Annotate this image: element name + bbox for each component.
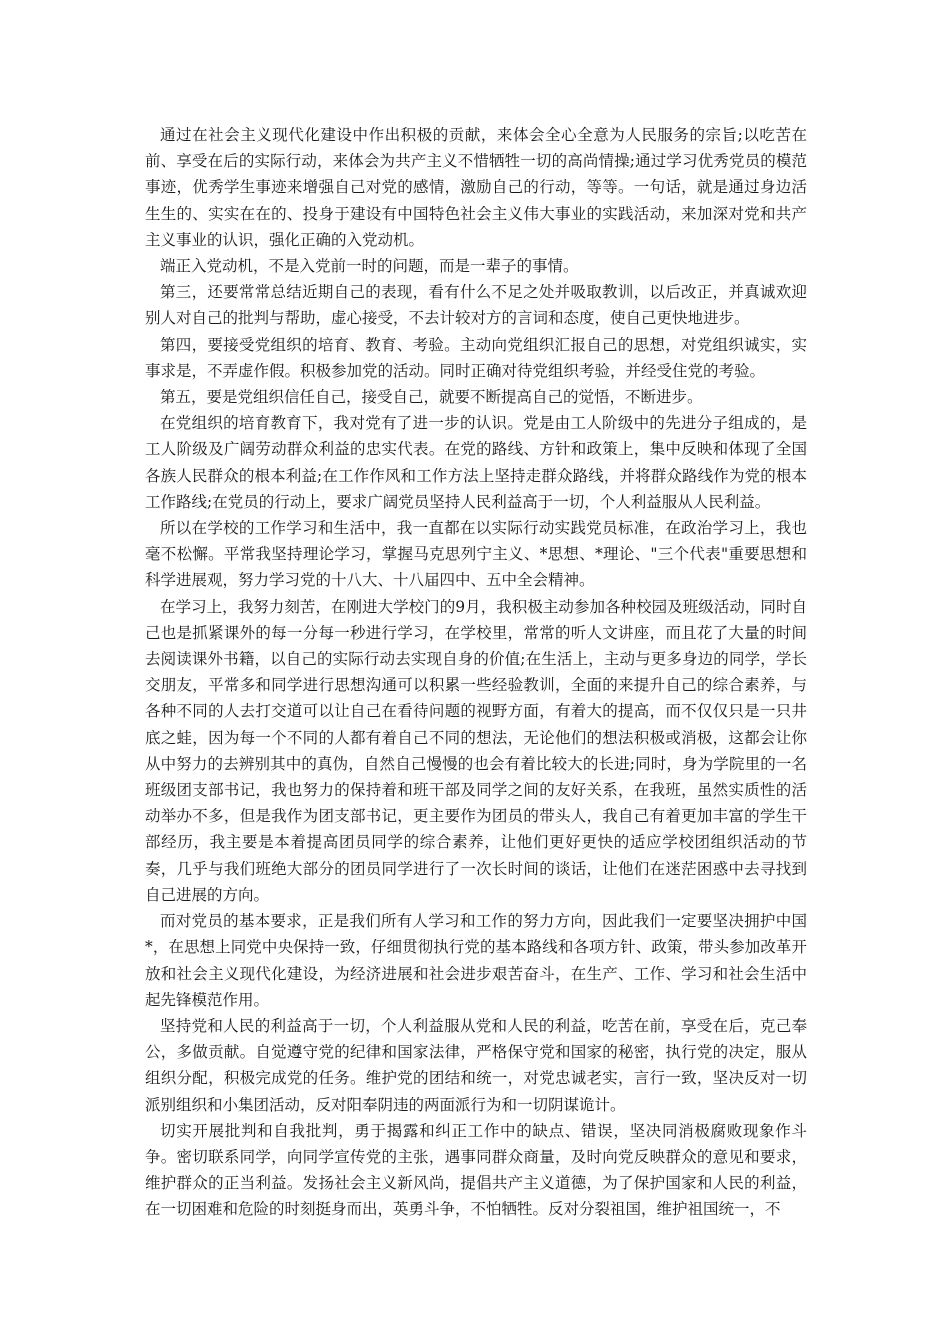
- paragraph-4: 第四，要接受党组织的培育、教育、考验。主动向党组织汇报自己的思想，对党组织诚实，实事求是，不弄虚作假。积极参加党的活动。同时正确对待党组织考验，并经受住党的考验。: [145, 335, 807, 380]
- paragraph-11: 切实开展批判和自我批判，勇于揭露和纠正工作中的缺点、错误，坚决同消极腐败现象作斗争。密切联系同学，向同学宣传党的主张，遇事同群众商量，及时向党反映群众的意见和要求，维护群众的正当利益。发扬社会主义新风尚，提倡共产主义道德，为了保护国家和人民的利益，在一切困难和危险的时刻挺身而出，英勇斗争，不怕牺牲。反对分裂祖国，维护祖国统一，不: [145, 1121, 807, 1219]
- paragraph-10: 坚持党和人民的利益高于一切，个人利益服从党和人民的利益，吃苦在前，享受在后，克己奉公，多做贡献。自觉遵守党的纪律和国家法律，严格保守党和国家的秘密，执行党的决定，服从组织分配，积极完成党的任务。维护党的团结和统一，对党忠诚老实，言行一致，坚决反对一切派别组织和小集团活动，反对阳奉阴违的两面派行为和一切阴谋诡计。: [145, 1016, 807, 1114]
- paragraph-8: 在学习上，我努力刻苦，在刚进大学校门的9月，我积极主动参加各种校园及班级活动，同时自己也是抓紧课外的每一分每一秒进行学习，在学校里，常常的听人文讲座，而且花了大量的时间去阅读课外书籍，以自己的实际行动去实现自身的价值;在生活上，主动与更多身边的同学，学长交朋友，平常多和同学进行思想沟通可以积累一些经验教训，全面的来提升自己的综合素养，与各种不同的人去打交道可以让自己在看待问题的视野方面，有着大的提高，而不仅仅只是一只井底之蛙，因为每一个不同的人都有着自己不同的想法，无论他们的想法积极或消极，这都会让你从中努力的去辨别其中的真伪，自然自己慢慢的也会有着比较大的长进;同时，身为学院里的一名班级团支部书记，我也努力的保持着和班干部及同学之间的友好关系，在我班，虽然实质性的活动举办不多，但是我作为团支部书记，更主要作为团员的带头人，我自己有着更加丰富的学生干部经历，我主要是本着提高团员同学的综合素养，让他们更好更快的适应学校团组织活动的节奏，几乎与我们班绝大部分的团员同学进行了一次长时间的谈话，让他们在迷茫困惑中去寻找到自己进展的方向。: [145, 597, 807, 904]
- paragraph-6: 在党组织的培育教育下，我对党有了进一步的认识。党是由工人阶级中的先进分子组成的，是工人阶级及广阔劳动群众利益的忠实代表。在党的路线、方针和政策上，集中反映和体现了全国各族人民群众的根本利益;在工作作风和工作方法上坚持走群众路线，并将群众路线作为党的根本工作路线;在党员的行动上，要求广阔党员坚持人民利益高于一切，个人利益服从人民利益。: [145, 414, 807, 511]
- paragraph-5: 第五，要是党组织信任自己，接受自己，就要不断提高自己的觉悟，不断进步。: [160, 388, 703, 407]
- paragraph-2: 端正入党动机，不是入党前一时的问题，而是一辈子的事情。: [160, 257, 579, 276]
- paragraph-7: 所以在学校的工作学习和生活中，我一直都在以实际行动实践党员标准，在政治学习上，我也毫不松懈。平常我坚持理论学习，掌握马克思列宁主义、*思想、*理论、"三个代表"重要思想和科学进展观，努力学习党的十八大、十八届四中、五中全会精神。: [145, 519, 807, 590]
- document-body: [145, 122, 807, 1223]
- paragraph-1: 通过在社会主义现代化建设中作出积极的贡献，来体会全心全意为人民服务的宗旨;以吃苦在前、享受在后的实际行动，来体会为共产主义不惜牺牲一切的高尚情操;通过学习优秀党员的模范事迹，优秀学生事迹来增强自己对党的感情，激励自己的行动，等等。一句话，就是通过身边活生生的、实实在在的、投身于建设有中国特色社会主义伟大事业的实践活动，来加深对党和共产主义事业的认识，强化正确的入党动机。: [145, 126, 807, 249]
- paragraph-3: 第三，还要常常总结近期自己的表现，看有什么不足之处并吸取教训，以后改正，并真诚欢迎别人对自己的批判与帮助，虚心接受，不去计较对方的言词和态度，使自己更快地进步。: [145, 283, 807, 328]
- paragraph-9: 而对党员的基本要求，正是我们所有人学习和工作的努力方向，因此我们一定要坚决拥护中国*，在思想上同党中央保持一致，仔细贯彻执行党的基本路线和各项方针、政策，带头参加改革开放和社会主义现代化建设，为经济进展和社会进步艰苦奋斗，在生产、工作、学习和社会生活中起先锋模范作用。: [145, 912, 807, 1009]
